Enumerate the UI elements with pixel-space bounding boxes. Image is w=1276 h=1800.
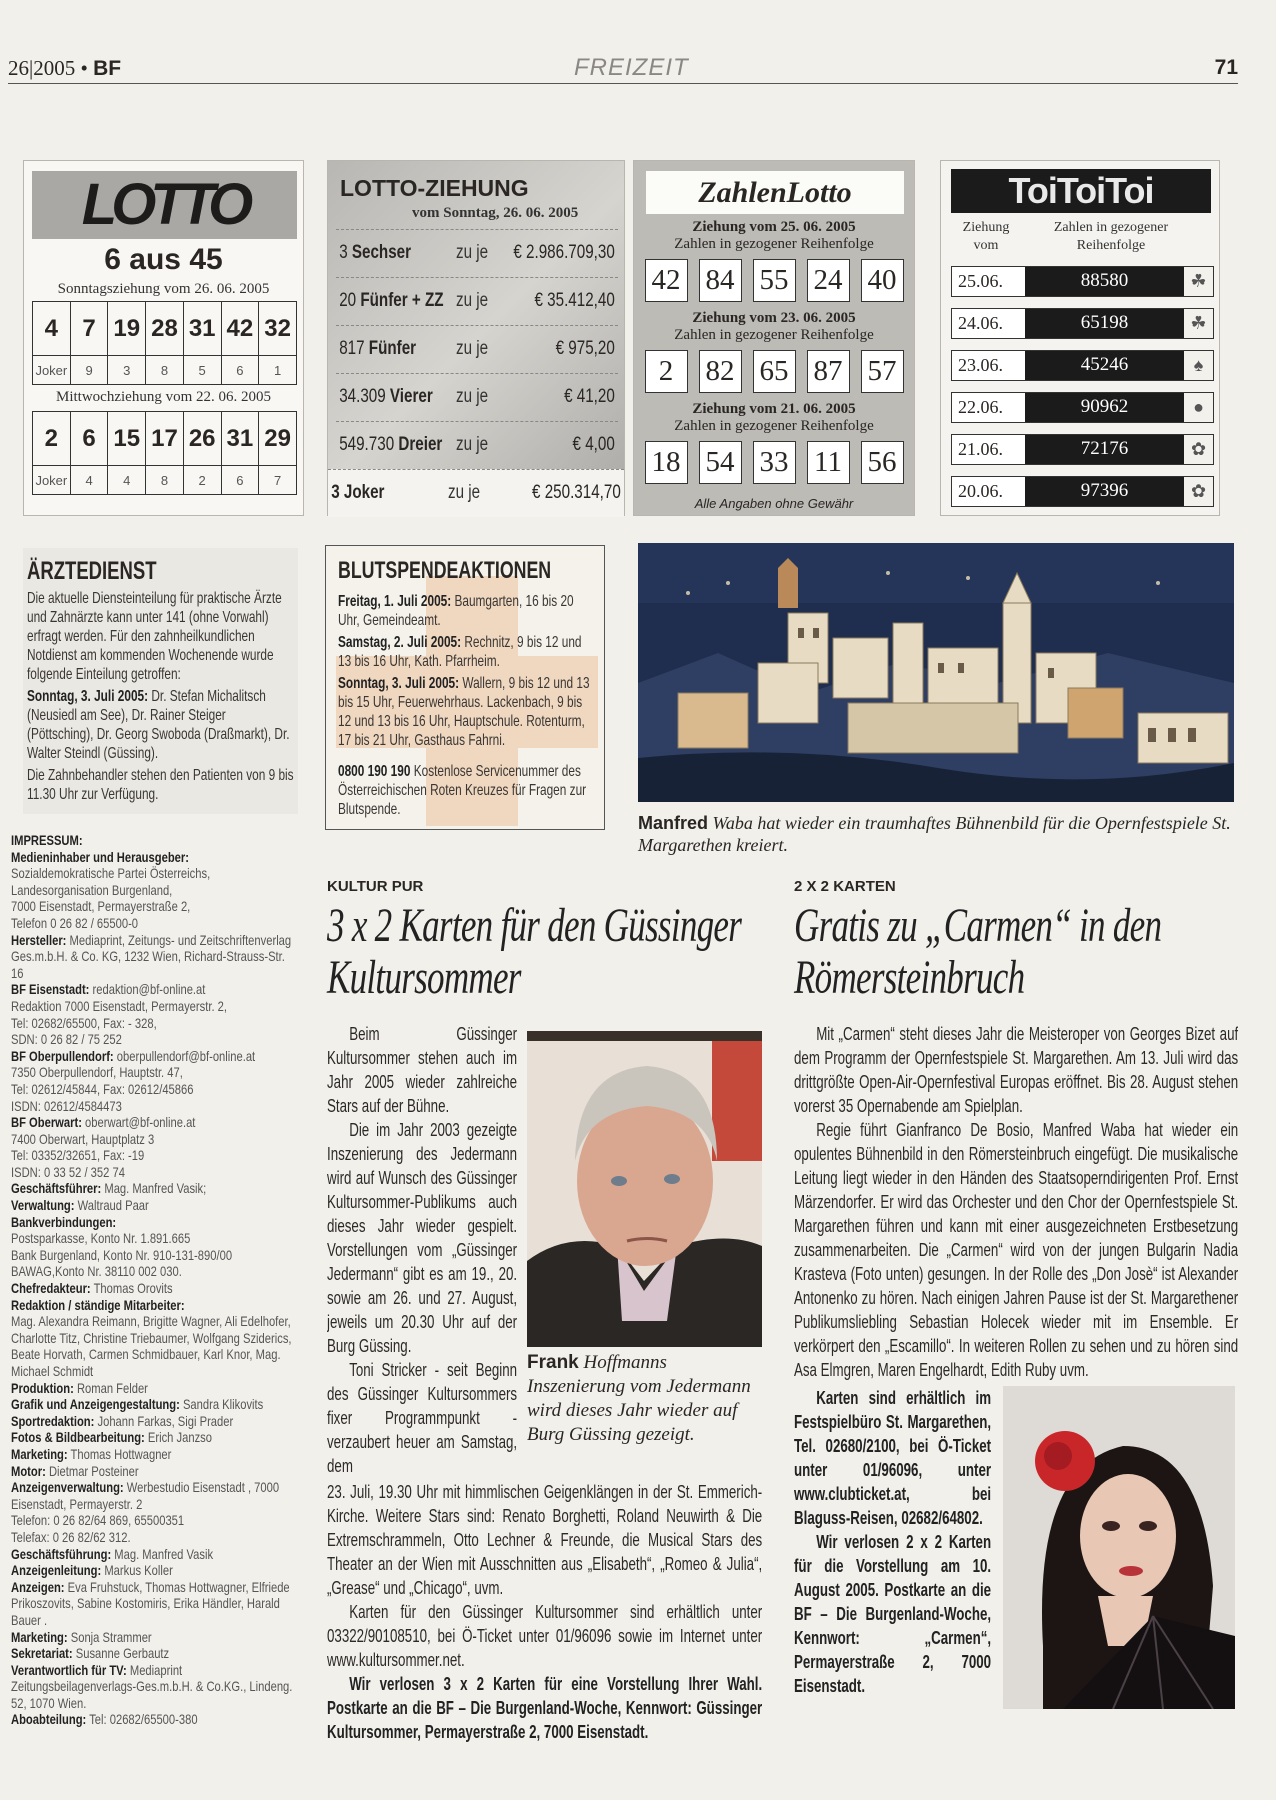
toitoitoi-box: [940, 160, 1220, 516]
impressum-value: oberpullendorf@bf-online.at 7350 Oberpullendorf, Hauptstr. 47, Tel: 02612/45844, Fax: 02612/45866 ISDN: 02612/4584473: [11, 1047, 256, 1114]
impressum-value: Dietmar Posteiner: [45, 1462, 139, 1479]
nadia-krasteva-photo: [1003, 1386, 1235, 1709]
portrait-image: [527, 1031, 762, 1347]
ladybug-icon: ✿: [1184, 435, 1213, 464]
prize-class: Sechser: [351, 242, 412, 263]
draw-date: 22.06.: [952, 393, 1025, 422]
blutspende-phone: 0800 190 190: [338, 763, 411, 780]
drawn-number: 97396: [1025, 477, 1184, 506]
impressum-label: Anzeigenleitung:: [11, 1562, 102, 1579]
impressum-entry: [11, 1396, 298, 1413]
impressum-value: oberwart@bf-online.at 7400 Oberwart, Hauptplatz 3 Tel: 03352/32651, Fax: -19 ISDN: 0 33 52 / 352 74: [11, 1114, 196, 1180]
draw-order-note: Zahlen in gezogener Reihenfolge: [674, 236, 874, 252]
drawn-number: 56: [861, 441, 904, 484]
blood-drive-date: Samstag, 2. Juli 2005:: [338, 634, 462, 651]
lotto-results-box: [23, 160, 304, 516]
carmen-headline: Gratis zu „Carmen“ in den Römersteinbruch: [794, 899, 1162, 1004]
impressum-entry: [11, 832, 298, 849]
impressum-value: Werbestudio Eisenstadt , 7000 Eisenstadt, Permayerstr. 2 Telefon: 0 26 82/64 869, 65500351 Telefax: 0 26 82/62 312.: [11, 1479, 280, 1545]
impressum-label: IMPRESSUM:: [11, 832, 83, 848]
impressum-entry: [11, 1197, 298, 1214]
zahlenlotto-draw: [634, 219, 914, 302]
joker-digit: 9: [70, 356, 108, 385]
clover-icon: ☘: [1184, 309, 1213, 338]
impressum-entry: [11, 1463, 298, 1480]
joker-digit: 1: [259, 356, 297, 385]
per-label: zu je: [456, 434, 489, 455]
ziehung-title: LOTTO-ZIEHUNG: [340, 175, 529, 201]
joker-digit: 8: [146, 356, 184, 385]
drawn-number: 33: [753, 441, 796, 484]
winner-count: 817: [339, 338, 365, 359]
winner-count: 549.730: [339, 434, 395, 455]
lotto-subtitle: 6 aus 45: [104, 243, 223, 276]
drawn-number: 54: [699, 441, 742, 484]
draw-date: Ziehung vom 23. 06. 2005: [692, 310, 856, 326]
blutspende-title: BLUTSPENDEAKTIONEN: [338, 557, 552, 584]
impressum-label: Grafik und Anzeigengestaltung:: [11, 1396, 180, 1413]
drawn-number: 88580: [1025, 267, 1184, 296]
prize-row: [336, 421, 618, 469]
toitoitoi-row: [951, 434, 1214, 465]
carmen-kicker: 2 X 2 KARTEN: [794, 878, 896, 895]
impressum-entry: [11, 1114, 298, 1180]
stage-set-photo: [638, 543, 1234, 802]
impressum-label: Sekretariat:: [11, 1645, 73, 1662]
toitoitoi-row: [951, 350, 1214, 381]
disclaimer: Alle Angaben ohne Gewähr: [694, 496, 854, 511]
page-header: [8, 52, 1238, 84]
lotto-numbers-table: [32, 411, 297, 495]
joker-digit: 6: [221, 356, 259, 385]
prize-amount: € 975,20: [555, 338, 615, 359]
prize-row: [336, 277, 618, 325]
prize-row: [328, 469, 624, 517]
drawn-number: 84: [699, 259, 742, 302]
impressum-entry: [11, 1562, 298, 1579]
per-label: zu je: [448, 482, 481, 503]
drawn-number: 4: [33, 302, 71, 356]
winner-count: 34.309: [339, 386, 386, 407]
impressum-value: Postsparkasse, Konto Nr. 1.891.665 Bank Burgenland, Konto Nr. 910-131-890/00 BAWAG,Konto Nr. 38110 002 030.: [11, 1230, 233, 1280]
impressum-value: Markus Koller: [101, 1562, 173, 1579]
impressum-value: Sonja Strammer: [67, 1628, 152, 1645]
impressum-value: redaktion@bf-online.at Redaktion 7000 Eisenstadt, Permayerstr. 2, Tel: 02682/65500, Fax: - 328, SDN: 0 26 82 / 75 252: [11, 981, 228, 1048]
brand: BF: [93, 57, 122, 80]
blood-drive-item: [338, 674, 592, 750]
impressum-value: Thomas Orovits: [90, 1280, 173, 1297]
toitoitoi-row: [951, 266, 1214, 297]
ziehung-subtitle: vom Sonntag, 26. 06. 2005: [412, 205, 579, 221]
lotto-numbers-table: [32, 301, 297, 385]
aerztedienst-doctors: Dr. Stefan Michalitsch (Neusiedl am See), Dr. Rainer Steiger (Pöttsching), Dr. Georg Swoboda (Draßmarkt), Dr. Walter Steindl (Güssing).: [27, 688, 290, 762]
draw-date: 20.06.: [952, 477, 1025, 506]
draw-order-note: Zahlen in gezogener Reihenfolge: [674, 327, 874, 343]
impressum-label: Marketing:: [11, 1628, 68, 1645]
impressum-value: Roman Felder: [73, 1379, 148, 1396]
impressum-value: Johann Farkas, Sigi Prader: [94, 1412, 234, 1429]
impressum-entry: [11, 1280, 298, 1297]
impressum-label: Sportredaktion:: [11, 1412, 95, 1429]
drawn-number: 31: [183, 302, 221, 356]
impressum-entry: [11, 1214, 298, 1280]
column-header-numbers: Zahlen in gezogener Reihenfolge: [1053, 220, 1169, 253]
joker-digit: 3: [108, 356, 146, 385]
drawn-number: 6: [70, 412, 108, 466]
aerztedienst-date: Sonntag, 3. Juli 2005:: [27, 688, 149, 705]
carmen-singer-image: [1003, 1386, 1235, 1709]
carmen-article: [794, 1022, 1238, 1709]
impressum-value: Mediaprint, Zeitungs- und Zeitschriftenverlag Ges.m.b.H. & Co. KG, 1232 Wien, Richard-Strauss-Str. 16: [11, 931, 292, 981]
impressum-label: BF Oberpullendorf:: [11, 1047, 114, 1064]
prize-class: Fünfer: [368, 338, 417, 359]
impressum-entry: [11, 1711, 298, 1728]
drawn-number: 55: [753, 259, 796, 302]
impressum-label: Geschäftsführer:: [11, 1180, 102, 1197]
joker-row: [33, 356, 297, 385]
drawn-number: 57: [861, 350, 904, 393]
frank-hoffmann-photo: [527, 1031, 762, 1347]
ladybug-icon: ✿: [1184, 477, 1213, 506]
prize-row: [336, 325, 618, 373]
prize-amount: € 35.412,40: [534, 290, 615, 311]
blutspende-phone-text: Kostenlose Servicenummer des Österreichischen Roten Kreuzes für Fragen zur Blutspende.: [338, 763, 587, 818]
impressum-label: Motor:: [11, 1462, 46, 1479]
impressum-label: Fotos & Bildbearbeitung:: [11, 1429, 145, 1446]
blood-drive-item: [338, 633, 592, 671]
aerztedienst-section: [23, 548, 298, 814]
drawn-number: 18: [645, 441, 688, 484]
impressum-entry: [11, 1446, 298, 1463]
prize-amount: € 4,00: [572, 434, 615, 455]
impressum-entry: [11, 1048, 298, 1114]
blood-drive-date: Freitag, 1. Juli 2005:: [338, 593, 452, 610]
impressum-label: Anzeigen:: [11, 1578, 65, 1595]
joker-digit: 7: [259, 466, 297, 495]
impressum-label: Bankverbindungen:: [11, 1213, 117, 1230]
prize-amount: € 2.986.709,30: [513, 242, 615, 263]
impressum-value: Sozialdemokratische Partei Österreichs, Landesorganisation Burgenland, 7000 Eisenstadt, Permayerstraße 2, Telefon 0 26 82 / 65500-0: [11, 865, 211, 931]
impressum-value: Erich Janzso: [144, 1429, 213, 1446]
per-label: zu je: [456, 338, 489, 359]
impressum-label: Geschäftsführung:: [11, 1545, 112, 1562]
zahlenlotto-draw: [634, 310, 914, 393]
drawn-number: 65198: [1025, 309, 1184, 338]
prize-row: [336, 373, 618, 421]
impressum-entry: [11, 932, 298, 982]
joker-digit: 2: [183, 466, 221, 495]
drawn-number: 31: [221, 412, 259, 466]
per-label: zu je: [456, 290, 489, 311]
drawn-number: 42: [645, 259, 688, 302]
left-column: [11, 548, 298, 1728]
drawn-number: 90962: [1025, 393, 1184, 422]
clover-icon: ☘: [1184, 267, 1213, 296]
carmen-tickets: Karten sind erhältlich im Festspielbüro St. Margarethen, Tel. 02680/2100, bei Ö-Ticket unter 01/96096, unter www.clubticket.at, bei Blaguss-Reisen, 02682/64802. Wir verlosen 2 x 2 Karten für die Vorstellung am 10. August 2005. Postkarte an die BF – Die Burgenland-Woche, Kennwort: „Carmen“, Permayerstraße 2, 7000 Eisenstadt.: [794, 1388, 991, 1696]
impressum: [11, 832, 298, 1728]
joker-label: Joker: [33, 466, 71, 495]
draw-date: 21.06.: [952, 435, 1025, 464]
winner-count: 3: [339, 242, 348, 263]
joker-digit: 8: [146, 466, 184, 495]
drawn-number: 65: [753, 350, 796, 393]
kultur-column-text: Beim Güssinger Kultursommer stehen auch im Jahr 2005 wieder zahlreiche Stars auf der Bühne. Die im Jahr 2003 gezeigte Inszenierung des Jedermann wird auf Wunsch des Güssinger Kultursommer-Publikums auch dieses Jahr wieder gespielt. Vorstellungen vom „Güssinger Jedermann“ gibt es am 19., 20. sowie am 26. und 27. August, jeweils um 20.30 Uhr auf der Burg Güssing. Toni Stricker - seit Beginn des Güssinger Kultursommers fixer Programmpunkt - verzaubert heuer am Samstag, dem: [327, 1024, 517, 1476]
lotto-logo: LOTTO: [32, 171, 297, 239]
zahlenlotto-logo: ZahlenLotto: [646, 171, 904, 214]
joker-digit: 5: [183, 356, 221, 385]
toitoitoi-row: [951, 392, 1214, 423]
per-label: zu je: [456, 386, 489, 407]
impressum-entry: [11, 1579, 298, 1629]
impressum-value: Mediaprint Zeitungsbeilagenverlags-Ges.m.b.H. & Co.KG., Lindeng. 52, 1070 Wien.: [11, 1661, 293, 1711]
impressum-entry: [11, 1380, 298, 1397]
impressum-label: Medieninhaber und Herausgeber:: [11, 848, 189, 865]
draw-date: 23.06.: [952, 351, 1025, 380]
impressum-value: Mag. Alexandra Reimann, Brigitte Wagner, Ali Edelhofer, Charlotte Titz, Christine Triebaumer, Wolfgang Sziderics, Beate Horvath, Carmen Schmidbauer, Karl Knor, Mag. Michael Schmidt: [11, 1313, 292, 1379]
drawn-number: 17: [146, 412, 184, 466]
impressum-label: Produktion:: [11, 1379, 74, 1396]
draw-date: Ziehung vom 21. 06. 2005: [692, 401, 856, 417]
numbers-row: [33, 412, 297, 466]
prize-class: Fünfer + ZZ: [360, 290, 444, 311]
impressum-entry: [11, 1413, 298, 1430]
impressum-value: Sandra Klikovits: [179, 1396, 264, 1413]
toitoitoi-row: [951, 476, 1214, 507]
drawn-number: 40: [861, 259, 904, 302]
impressum-value: Susanne Gerbautz: [72, 1645, 170, 1662]
prize-amount: € 250.314,70: [532, 482, 621, 503]
impressum-entry: [11, 981, 298, 1047]
frank-photo-caption: Frank Hoffmanns Inszenierung vom Jedermann wird dieses Jahr wieder auf Burg Güssing gezeigt.: [527, 1352, 751, 1445]
impressum-label: Marketing:: [11, 1445, 68, 1462]
prize-class: Dreier: [398, 434, 443, 455]
money-bag-icon: ●: [1184, 393, 1213, 422]
zahlenlotto-draw: [634, 401, 914, 484]
zahlenlotto-box: [633, 160, 915, 516]
winner-count: 3: [331, 482, 340, 503]
prize-amount: € 41,20: [564, 386, 615, 407]
page-number: 71: [1214, 56, 1238, 79]
kultur-headline: 3 x 2 Karten für den Güssinger Kultursommer: [327, 899, 742, 1004]
stage-set-image: [638, 543, 1234, 802]
impressum-value: Eva Fruhstuck, Thomas Hottwagner, Elfriede Prikoszovits, Sabine Kostomiris, Erika Händler, Harald Bauer .: [11, 1578, 290, 1628]
impressum-label: BF Eisenstadt:: [11, 981, 90, 998]
impressum-entry: [11, 1546, 298, 1563]
lotto-ziehung-box: [327, 160, 625, 516]
impressum-label: Aboabteilung:: [11, 1711, 87, 1728]
impressum-value: Waltraud Paar: [74, 1197, 149, 1214]
draw-label: Sonntagsziehung vom 26. 06. 2005: [57, 281, 270, 297]
impressum-value: Mag. Manfred Vasik;: [101, 1180, 207, 1197]
impressum-entry: [11, 1297, 298, 1380]
winner-count: 20: [339, 290, 357, 311]
draw-order-note: Zahlen in gezogener Reihenfolge: [674, 418, 874, 434]
impressum-label: Redaktion / ständige Mitarbeiter:: [11, 1296, 185, 1313]
drawn-number: 19: [108, 302, 146, 356]
joker-label: Joker: [33, 356, 71, 385]
prize-class: Vierer: [389, 386, 433, 407]
drawn-number: 87: [807, 350, 850, 393]
blutspende-box: [325, 545, 605, 830]
carmen-text: Mit „Carmen“ steht dieses Jahr die Meisteroper von Georges Bizet auf dem Programm der Opernfestspiele St. Margarethen. Am 13. Juli wird das drittgrößte Open-Air-Opernfestival Europas eröffnet. Bis 28. August stehen vorerst 35 Opernabende am Spielplan. Regie führt Gianfranco De Bosio, Manfred Waba hat wieder ein opulentes Bühnenbild in den Römersteinbruch eingefügt. Die musikalische Leitung liegt wieder in den Händen des Staatsoperndirigenten Prof. Ernst Märzendorfer. Er wird das Orchester und den Chor der Opernfestspiele St. Margarethen führen und kann mit einer ausgezeichneten Erstbesetzung zusammenarbeiten. Die „Carmen“ wird von der jungen Bulgarin Nadia Krasteva (Foto unten) gesungen. In der Rolle des „Don Josè“ ist Alexander Antonenko zu hören. Nach einigen Jahren Pause ist der St. Margarethener Publikumsliebling Sebastian Holecek wieder mit im Ensemble. Er verkörpert den „Escamillo“. In weiteren Rollen zu sehen und zu hören sind Asa Elmgren, Maren Engelhardt, Edith Ruby uvm.: [794, 1024, 1238, 1380]
column-header-date: Ziehung vom: [962, 220, 1010, 253]
aerztedienst-outro: Die Zahnbehandler stehen den Patienten von 9 bis 11.30 Uhr zur Verfügung.: [27, 767, 294, 803]
mushroom-icon: ♠: [1184, 351, 1213, 380]
impressum-value: Mag. Manfred Vasik: [111, 1545, 214, 1562]
joker-digit: 4: [70, 466, 108, 495]
per-label: zu je: [456, 242, 489, 263]
impressum-value: Thomas Hottwagner: [67, 1445, 172, 1462]
impressum-label: BF Oberwart:: [11, 1114, 82, 1131]
aerztedienst-intro: Die aktuelle Diensteinteilung für praktische Ärzte und Zahnärzte kann unter 141 (ohne Vorwahl) erfragt werden. Für den zahnheilkundlichen Notdienst am kommenden Wochenende wurde folgende Einteilung getroffen:: [27, 590, 282, 683]
impressum-label: Verwaltung:: [11, 1197, 75, 1214]
draw-label: Mittwochziehung vom 22. 06. 2005: [56, 389, 271, 405]
kultur-full-text: 23. Juli, 19.30 Uhr mit himmlischen Geigenklängen in der St. Emmerich-Kirche. Weitere Stars sind: Renato Borghetti, Roland Neuwirth & Die Extremschrammeln, Otto Lechner & Freunde, die Musical Stars des Theater an der Wien mit Ausschnitten aus „Elisabeth“, „Romeo & Julia“, „Grease“ und „Chicago“, uvm. Karten für den Güssinger Kultursommer sind erhältlich unter 03322/90108510, bei Ö-Ticket unter 01/96096 sowie im Internet unter www.kultursommer.net. Wir verlosen 3 x 2 Karten für eine Vorstellung Ihrer Wahl. Postkarte an die BF – Die Burgenland-Woche, Kennwort: Güssinger Kultursommer, Permayerstraße 2, 7000 Eisenstadt.: [327, 1482, 762, 1742]
stage-photo-caption: Manfred Waba hat wieder ein traumhaftes Bühnenbild für die Opernfestspiele St. Margarethen kreiert.: [638, 813, 1231, 855]
joker-row: [33, 466, 297, 495]
drawn-number: 15: [108, 412, 146, 466]
impressum-label: Verantwortlich für TV:: [11, 1661, 127, 1678]
impressum-label: Chefredakteur:: [11, 1280, 91, 1297]
separator: •: [80, 56, 88, 80]
impressum-label: Anzeigenverwaltung:: [11, 1479, 124, 1496]
impressum-value: Tel: 02682/65500-380: [86, 1711, 198, 1728]
drawn-number: 45246: [1025, 351, 1184, 380]
impressum-entry: [11, 1645, 298, 1662]
draw-date: 24.06.: [952, 309, 1025, 338]
drawn-number: 82: [699, 350, 742, 393]
impressum-label: Hersteller:: [11, 931, 67, 948]
blood-drive-item: [338, 592, 592, 630]
impressum-entry: [11, 1662, 298, 1712]
kultur-article: [327, 1022, 762, 1744]
toitoitoi-row: [951, 308, 1214, 339]
drawn-number: 32: [259, 302, 297, 356]
draw-date: Ziehung vom 25. 06. 2005: [692, 219, 856, 235]
blood-drive-details: Wallern, 9 bis 12 und 13 bis 15 Uhr, Feuerwehrhaus. Lackenbach, 9 bis 12 und 13 bis 16 Uhr, Hauptschule. Rotenturm, 17 bis 21 Uhr, Gasthaus Fahrni.: [338, 675, 590, 749]
drawn-number: 42: [221, 302, 259, 356]
impressum-entry: [11, 849, 298, 932]
drawn-number: 24: [807, 259, 850, 302]
blood-drive-details: Baumgarten, 16 bis 20 Uhr, Gemeindeamt.: [338, 593, 574, 629]
draw-date: 25.06.: [952, 267, 1025, 296]
drawn-number: 26: [183, 412, 221, 466]
drawn-number: 72176: [1025, 435, 1184, 464]
impressum-entry: [11, 1180, 298, 1197]
kultur-kicker: KULTUR PUR: [327, 878, 424, 895]
numbers-row: [33, 302, 297, 356]
drawn-number: 2: [645, 350, 688, 393]
issue-number: 26|2005: [8, 56, 76, 80]
drawn-number: 28: [146, 302, 184, 356]
kultur-raffle: Wir verlosen 3 x 2 Karten für eine Vorstellung Ihrer Wahl. Postkarte an die BF – Die Burgenland-Woche, Kennwort: Güssinger Kultursommer, Permayerstraße 2, 7000 Eisenstadt.: [327, 1674, 762, 1742]
joker-digit: 6: [221, 466, 259, 495]
joker-digit: 4: [108, 466, 146, 495]
prize-row: [336, 229, 618, 277]
blood-drive-details: Rechnitz, 9 bis 12 und 13 bis 16 Uhr, Kath. Pfarrheim.: [338, 634, 582, 670]
drawn-number: 11: [807, 441, 850, 484]
section-title: FREIZEIT: [574, 54, 689, 81]
drawn-number: 29: [259, 412, 297, 466]
drawn-number: 2: [33, 412, 71, 466]
blood-drive-date: Sonntag, 3. Juli 2005:: [338, 675, 460, 692]
aerztedienst-title: ÄRZTEDIENST: [27, 557, 157, 585]
impressum-entry: [11, 1479, 298, 1545]
impressum-entry: [11, 1429, 298, 1446]
prize-class: Joker: [343, 482, 385, 503]
drawn-number: 7: [70, 302, 108, 356]
toitoitoi-logo: ToiToiToi: [951, 169, 1211, 213]
impressum-entry: [11, 1629, 298, 1646]
